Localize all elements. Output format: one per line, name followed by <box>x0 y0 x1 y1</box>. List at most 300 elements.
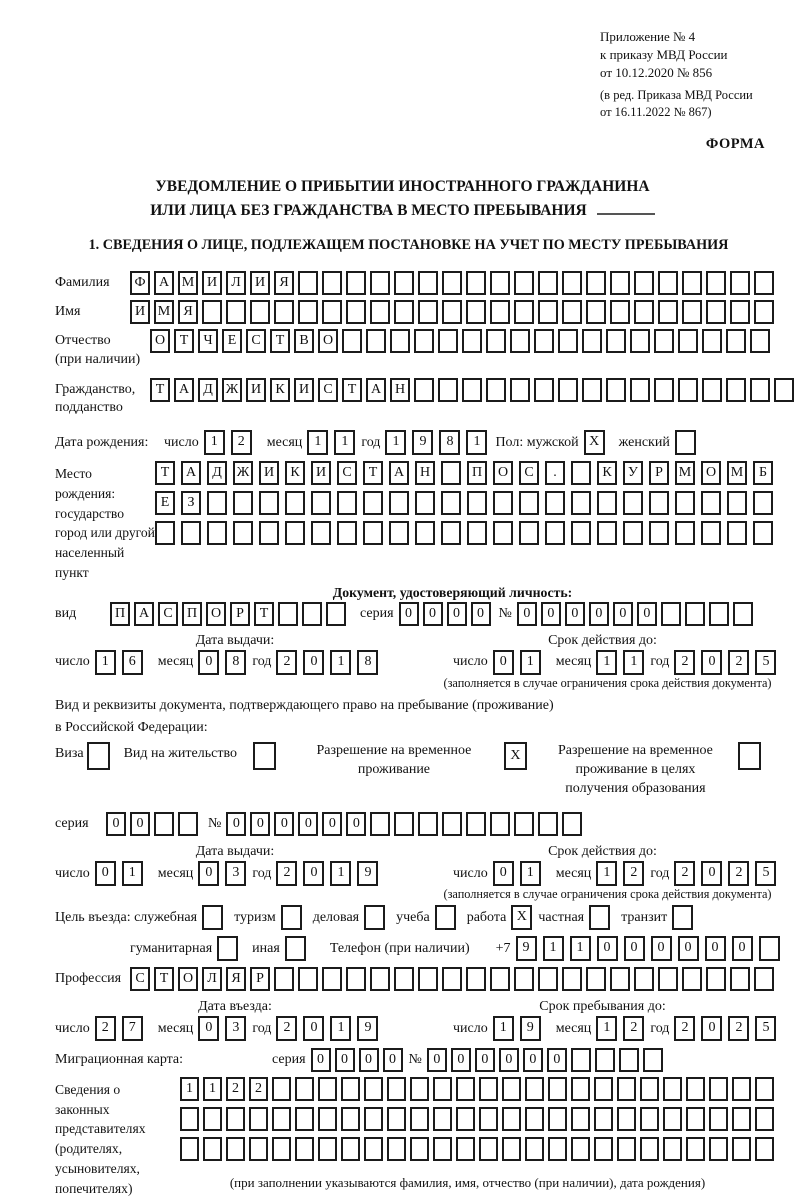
residence-permit-box[interactable] <box>253 742 276 770</box>
doc-kind-cell[interactable] <box>302 602 322 626</box>
permit-number-cell[interactable]: 0 <box>250 812 270 836</box>
permit-number-cell[interactable] <box>466 812 486 836</box>
permit-valid-day-cell[interactable]: 0 <box>493 861 514 886</box>
citizenship-cell[interactable] <box>726 378 746 402</box>
profession-cell[interactable] <box>274 967 294 991</box>
stay-year-cell[interactable]: 2 <box>728 1016 749 1041</box>
birth-place-cell[interactable] <box>337 491 357 515</box>
given-name-cell[interactable] <box>202 300 222 324</box>
profession-cell[interactable] <box>514 967 534 991</box>
doc-issue-year-cell[interactable]: 1 <box>330 650 351 675</box>
permit-number-cell[interactable] <box>370 812 390 836</box>
citizenship-cell[interactable]: И <box>246 378 266 402</box>
profession-cell[interactable] <box>370 967 390 991</box>
permit-valid-day-cell[interactable]: 1 <box>520 861 541 886</box>
representatives-cell[interactable] <box>755 1137 774 1161</box>
birth-place-cell[interactable] <box>545 491 565 515</box>
purpose-work-checkbox[interactable] <box>511 905 532 930</box>
representatives-cell[interactable]: 1 <box>203 1077 222 1101</box>
doc-series-cell[interactable]: 0 <box>447 602 467 626</box>
surname-cell[interactable] <box>394 271 414 295</box>
doc-issue-day-cell[interactable]: 1 <box>95 650 116 675</box>
patronymic-cell[interactable] <box>510 329 530 353</box>
representatives-cell[interactable] <box>617 1137 636 1161</box>
given-name-cell[interactable] <box>706 300 726 324</box>
representatives-cell[interactable] <box>640 1107 659 1131</box>
representatives-cell[interactable] <box>479 1107 498 1131</box>
profession-cell[interactable] <box>298 967 318 991</box>
migration-number-cell[interactable]: 0 <box>499 1048 519 1072</box>
representatives-cell[interactable] <box>732 1077 751 1101</box>
migration-series-cell[interactable]: 0 <box>311 1048 331 1072</box>
birth-place-cell[interactable] <box>259 521 279 545</box>
representatives-cell[interactable] <box>410 1107 429 1131</box>
surname-cell[interactable] <box>586 271 606 295</box>
given-name-cell[interactable] <box>682 300 702 324</box>
patronymic-cell[interactable] <box>534 329 554 353</box>
birth-place-cell[interactable] <box>441 521 461 545</box>
birth-place-cell[interactable] <box>415 491 435 515</box>
visa-box[interactable] <box>87 742 110 770</box>
doc-number-cell[interactable] <box>733 602 753 626</box>
purpose-private-box[interactable] <box>589 905 610 930</box>
birth-place-cell[interactable] <box>467 521 487 545</box>
citizenship-cell[interactable] <box>462 378 482 402</box>
birth-place-cell[interactable]: Н <box>415 461 435 485</box>
phone-cell[interactable]: 0 <box>597 936 618 961</box>
birth-place-cell[interactable] <box>701 491 721 515</box>
migration-number-cell[interactable] <box>595 1048 615 1072</box>
citizenship-cell[interactable] <box>414 378 434 402</box>
profession-cell[interactable] <box>538 967 558 991</box>
representatives-cell[interactable] <box>686 1077 705 1101</box>
citizenship-cell[interactable] <box>630 378 650 402</box>
birth-place-cell[interactable]: К <box>285 461 305 485</box>
profession-cell[interactable] <box>418 967 438 991</box>
profession-cell[interactable]: С <box>130 967 150 991</box>
representatives-cell[interactable] <box>709 1107 728 1131</box>
permit-number-cell[interactable] <box>394 812 414 836</box>
patronymic-cell[interactable]: Т <box>270 329 290 353</box>
representatives-cell[interactable] <box>341 1137 360 1161</box>
permit-series-cell[interactable]: 0 <box>106 812 126 836</box>
permit-number-cell[interactable] <box>490 812 510 836</box>
permit-number-cell[interactable] <box>514 812 534 836</box>
birth-place-cell[interactable]: И <box>311 461 331 485</box>
representatives-cell[interactable] <box>203 1137 222 1161</box>
permit-number-cell[interactable]: 0 <box>322 812 342 836</box>
phone-cell[interactable]: 0 <box>732 936 753 961</box>
representatives-cell[interactable] <box>203 1107 222 1131</box>
purpose-humanitarian-checkbox[interactable] <box>217 936 238 961</box>
permit-issue-year-cell[interactable]: 9 <box>357 861 378 886</box>
profession-cell[interactable] <box>346 967 366 991</box>
doc-number-cell[interactable]: 0 <box>541 602 561 626</box>
entry-day-cell[interactable]: 2 <box>95 1016 116 1041</box>
birth-place-cell[interactable] <box>155 521 175 545</box>
permit-series-cell[interactable] <box>178 812 198 836</box>
doc-kind-cell[interactable] <box>326 602 346 626</box>
given-name-cell[interactable] <box>634 300 654 324</box>
representatives-cell[interactable] <box>456 1077 475 1101</box>
permit-valid-year-cell[interactable]: 5 <box>755 861 776 886</box>
birth-place-cell[interactable]: Р <box>649 461 669 485</box>
permit-valid-year-cell[interactable]: 2 <box>728 861 749 886</box>
doc-kind-cell[interactable]: Р <box>230 602 250 626</box>
profession-cell[interactable] <box>634 967 654 991</box>
permit-valid-year-cell[interactable]: 2 <box>674 861 695 886</box>
citizenship-cell[interactable]: Т <box>342 378 362 402</box>
representatives-cell[interactable] <box>272 1137 291 1161</box>
residence-permit-checkbox[interactable] <box>253 742 276 770</box>
representatives-cell[interactable] <box>755 1107 774 1131</box>
representatives-cell[interactable] <box>663 1077 682 1101</box>
entry-day-cell[interactable]: 7 <box>122 1016 143 1041</box>
representatives-cell[interactable] <box>571 1107 590 1131</box>
patronymic-cell[interactable] <box>582 329 602 353</box>
birth-place-cell[interactable]: М <box>727 461 747 485</box>
representatives-cell[interactable] <box>525 1077 544 1101</box>
representatives-cell[interactable] <box>525 1137 544 1161</box>
permit-issue-day-cell[interactable]: 0 <box>95 861 116 886</box>
representatives-cell[interactable] <box>525 1107 544 1131</box>
profession-cell[interactable] <box>730 967 750 991</box>
representatives-cell[interactable] <box>594 1077 613 1101</box>
citizenship-cell[interactable]: А <box>366 378 386 402</box>
profession-cell[interactable] <box>490 967 510 991</box>
surname-cell[interactable]: И <box>202 271 222 295</box>
birth-place-cell[interactable] <box>285 491 305 515</box>
representatives-cell[interactable] <box>180 1107 199 1131</box>
representatives-cell[interactable] <box>226 1137 245 1161</box>
doc-series-cell[interactable]: 0 <box>471 602 491 626</box>
doc-number-cell[interactable]: 0 <box>613 602 633 626</box>
citizenship-cell[interactable]: Т <box>150 378 170 402</box>
migration-number-cell[interactable]: 0 <box>523 1048 543 1072</box>
birth-place-cell[interactable] <box>545 521 565 545</box>
representatives-cell[interactable] <box>410 1137 429 1161</box>
representatives-cell[interactable] <box>548 1137 567 1161</box>
patronymic-cell[interactable] <box>414 329 434 353</box>
birth-place-cell[interactable] <box>753 491 773 515</box>
birth-place-cell[interactable] <box>675 491 695 515</box>
representatives-cell[interactable] <box>364 1137 383 1161</box>
migration-number-cell[interactable]: 0 <box>475 1048 495 1072</box>
permit-issue-month-cell[interactable]: 0 <box>198 861 219 886</box>
representatives-cell[interactable] <box>755 1077 774 1101</box>
representatives-cell[interactable] <box>502 1137 521 1161</box>
surname-cell[interactable] <box>562 271 582 295</box>
permit-valid-year-cell[interactable]: 0 <box>701 861 722 886</box>
permit-issue-day-cell[interactable]: 1 <box>122 861 143 886</box>
representatives-cell[interactable] <box>548 1077 567 1101</box>
representatives-cell[interactable] <box>295 1077 314 1101</box>
surname-cell[interactable]: Ф <box>130 271 150 295</box>
representatives-cell[interactable] <box>180 1137 199 1161</box>
doc-valid-month-cell[interactable]: 1 <box>596 650 617 675</box>
permit-issue-month-cell[interactable]: 3 <box>225 861 246 886</box>
representatives-cell[interactable] <box>640 1077 659 1101</box>
birth-place-cell[interactable] <box>727 521 747 545</box>
phone-cell[interactable]: 9 <box>516 936 537 961</box>
birth-month-cell[interactable]: 1 <box>307 430 328 455</box>
birth-place-cell[interactable] <box>519 521 539 545</box>
phone-cell[interactable]: 1 <box>543 936 564 961</box>
entry-month-cell[interactable]: 3 <box>225 1016 246 1041</box>
stay-year-cell[interactable]: 5 <box>755 1016 776 1041</box>
given-name-cell[interactable] <box>250 300 270 324</box>
migration-series-cell[interactable]: 0 <box>383 1048 403 1072</box>
doc-issue-month-cell[interactable]: 0 <box>198 650 219 675</box>
doc-valid-year-cell[interactable]: 0 <box>701 650 722 675</box>
citizenship-cell[interactable]: С <box>318 378 338 402</box>
birth-place-cell[interactable] <box>285 521 305 545</box>
birth-year-cell[interactable]: 8 <box>439 430 460 455</box>
purpose-tourism-box[interactable] <box>281 905 302 930</box>
entry-year-cell[interactable]: 2 <box>276 1016 297 1041</box>
birth-place-cell[interactable] <box>519 491 539 515</box>
birth-place-cell[interactable] <box>311 521 331 545</box>
doc-issue-day-cell[interactable]: 6 <box>122 650 143 675</box>
migration-series-cell[interactable]: 0 <box>359 1048 379 1072</box>
migration-number-cell[interactable] <box>619 1048 639 1072</box>
purpose-study-box[interactable] <box>435 905 456 930</box>
profession-cell[interactable]: Р <box>250 967 270 991</box>
doc-kind-cell[interactable]: С <box>158 602 178 626</box>
purpose-business-box[interactable] <box>364 905 385 930</box>
profession-cell[interactable]: Л <box>202 967 222 991</box>
given-name-cell[interactable]: Я <box>178 300 198 324</box>
representatives-cell[interactable] <box>456 1107 475 1131</box>
doc-valid-day-cell[interactable]: 1 <box>520 650 541 675</box>
patronymic-cell[interactable]: В <box>294 329 314 353</box>
doc-valid-day-cell[interactable]: 0 <box>493 650 514 675</box>
doc-valid-month-cell[interactable]: 1 <box>623 650 644 675</box>
patronymic-cell[interactable]: Т <box>174 329 194 353</box>
patronymic-cell[interactable] <box>438 329 458 353</box>
citizenship-cell[interactable] <box>654 378 674 402</box>
doc-valid-year-cell[interactable]: 2 <box>728 650 749 675</box>
surname-cell[interactable]: И <box>250 271 270 295</box>
representatives-cell[interactable]: 2 <box>249 1077 268 1101</box>
given-name-cell[interactable] <box>730 300 750 324</box>
given-name-cell[interactable] <box>538 300 558 324</box>
patronymic-cell[interactable]: Е <box>222 329 242 353</box>
given-name-cell[interactable] <box>418 300 438 324</box>
doc-number-cell[interactable]: 0 <box>517 602 537 626</box>
doc-kind-cell[interactable]: П <box>182 602 202 626</box>
birth-place-cell[interactable] <box>233 521 253 545</box>
entry-year-cell[interactable]: 0 <box>303 1016 324 1041</box>
permit-issue-year-cell[interactable]: 0 <box>303 861 324 886</box>
representatives-cell[interactable] <box>732 1107 751 1131</box>
surname-cell[interactable] <box>370 271 390 295</box>
given-name-cell[interactable] <box>226 300 246 324</box>
birth-place-cell[interactable]: С <box>519 461 539 485</box>
permit-number-cell[interactable]: 0 <box>346 812 366 836</box>
profession-cell[interactable] <box>442 967 462 991</box>
birth-place-cell[interactable] <box>571 521 591 545</box>
permit-valid-month-cell[interactable]: 1 <box>596 861 617 886</box>
patronymic-cell[interactable] <box>678 329 698 353</box>
patronymic-cell[interactable] <box>366 329 386 353</box>
surname-cell[interactable] <box>706 271 726 295</box>
profession-cell[interactable] <box>394 967 414 991</box>
birth-place-cell[interactable] <box>597 491 617 515</box>
representatives-cell[interactable] <box>341 1107 360 1131</box>
birth-place-cell[interactable] <box>363 491 383 515</box>
doc-kind-cell[interactable]: О <box>206 602 226 626</box>
birth-place-cell[interactable]: П <box>467 461 487 485</box>
birth-place-cell[interactable]: О <box>701 461 721 485</box>
representatives-cell[interactable] <box>341 1077 360 1101</box>
phone-cell[interactable]: 0 <box>624 936 645 961</box>
birth-place-cell[interactable] <box>207 521 227 545</box>
representatives-cell[interactable] <box>295 1107 314 1131</box>
birth-day-cell[interactable]: 1 <box>204 430 225 455</box>
purpose-business-checkbox[interactable] <box>364 905 385 930</box>
patronymic-cell[interactable] <box>750 329 770 353</box>
doc-kind-cell[interactable]: А <box>134 602 154 626</box>
patronymic-cell[interactable]: О <box>318 329 338 353</box>
birth-place-cell[interactable]: У <box>623 461 643 485</box>
patronymic-cell[interactable]: Ч <box>198 329 218 353</box>
representatives-cell[interactable] <box>318 1107 337 1131</box>
given-name-cell[interactable] <box>562 300 582 324</box>
birth-place-cell[interactable]: Б <box>753 461 773 485</box>
patronymic-cell[interactable] <box>630 329 650 353</box>
surname-cell[interactable] <box>322 271 342 295</box>
representatives-cell[interactable] <box>594 1137 613 1161</box>
purpose-official-checkbox[interactable] <box>202 905 223 930</box>
representatives-cell[interactable] <box>663 1137 682 1161</box>
sex-male-box[interactable]: X <box>584 430 605 455</box>
representatives-cell[interactable] <box>272 1077 291 1101</box>
birth-place-cell[interactable] <box>623 491 643 515</box>
representatives-cell[interactable] <box>502 1077 521 1101</box>
representatives-cell[interactable] <box>686 1137 705 1161</box>
surname-cell[interactable] <box>658 271 678 295</box>
purpose-transit-box[interactable] <box>672 905 693 930</box>
birth-place-cell[interactable] <box>571 491 591 515</box>
citizenship-cell[interactable] <box>534 378 554 402</box>
doc-valid-year-cell[interactable]: 5 <box>755 650 776 675</box>
doc-issue-month-cell[interactable]: 8 <box>225 650 246 675</box>
given-name-cell[interactable] <box>658 300 678 324</box>
citizenship-cell[interactable] <box>750 378 770 402</box>
purpose-work-box[interactable]: X <box>511 905 532 930</box>
surname-cell[interactable] <box>298 271 318 295</box>
surname-cell[interactable] <box>490 271 510 295</box>
birth-place-cell[interactable]: О <box>493 461 513 485</box>
representatives-cell[interactable] <box>433 1107 452 1131</box>
representatives-cell[interactable] <box>364 1107 383 1131</box>
doc-number-cell[interactable] <box>661 602 681 626</box>
patronymic-cell[interactable] <box>726 329 746 353</box>
entry-year-cell[interactable]: 9 <box>357 1016 378 1041</box>
profession-cell[interactable] <box>658 967 678 991</box>
given-name-cell[interactable] <box>466 300 486 324</box>
birth-place-cell[interactable]: З <box>181 491 201 515</box>
migration-number-cell[interactable] <box>643 1048 663 1072</box>
birth-day-cell[interactable]: 2 <box>231 430 252 455</box>
citizenship-cell[interactable]: Д <box>198 378 218 402</box>
representatives-cell[interactable] <box>364 1077 383 1101</box>
profession-cell[interactable] <box>754 967 774 991</box>
doc-number-cell[interactable]: 0 <box>565 602 585 626</box>
birth-place-cell[interactable]: Е <box>155 491 175 515</box>
doc-issue-year-cell[interactable]: 0 <box>303 650 324 675</box>
given-name-cell[interactable] <box>442 300 462 324</box>
purpose-other-box[interactable] <box>285 936 306 961</box>
representatives-cell[interactable] <box>617 1107 636 1131</box>
doc-kind-cell[interactable] <box>278 602 298 626</box>
citizenship-cell[interactable] <box>702 378 722 402</box>
surname-cell[interactable] <box>442 271 462 295</box>
birth-place-cell[interactable] <box>415 521 435 545</box>
migration-number-cell[interactable]: 0 <box>451 1048 471 1072</box>
representatives-cell[interactable] <box>295 1137 314 1161</box>
birth-place-cell[interactable] <box>207 491 227 515</box>
profession-cell[interactable] <box>562 967 582 991</box>
birth-place-cell[interactable]: А <box>181 461 201 485</box>
representatives-cell[interactable] <box>617 1077 636 1101</box>
visa-checkbox[interactable] <box>87 742 110 770</box>
stay-year-cell[interactable]: 0 <box>701 1016 722 1041</box>
migration-number-cell[interactable]: 0 <box>427 1048 447 1072</box>
patronymic-cell[interactable] <box>606 329 626 353</box>
doc-issue-year-cell[interactable]: 8 <box>357 650 378 675</box>
citizenship-cell[interactable] <box>774 378 794 402</box>
representatives-cell[interactable] <box>571 1137 590 1161</box>
given-name-cell[interactable] <box>514 300 534 324</box>
doc-number-cell[interactable]: 0 <box>637 602 657 626</box>
representatives-cell[interactable] <box>594 1107 613 1131</box>
representatives-cell[interactable] <box>709 1137 728 1161</box>
representatives-cell[interactable] <box>686 1107 705 1131</box>
representatives-cell[interactable] <box>387 1107 406 1131</box>
purpose-tourism-checkbox[interactable] <box>281 905 302 930</box>
patronymic-cell[interactable] <box>702 329 722 353</box>
representatives-cell[interactable] <box>709 1077 728 1101</box>
permit-series-cell[interactable]: 0 <box>130 812 150 836</box>
citizenship-cell[interactable]: Н <box>390 378 410 402</box>
birth-year-cell[interactable]: 1 <box>385 430 406 455</box>
birth-place-cell[interactable] <box>259 491 279 515</box>
representatives-cell[interactable] <box>387 1137 406 1161</box>
birth-place-cell[interactable]: К <box>597 461 617 485</box>
representatives-cell[interactable] <box>479 1137 498 1161</box>
citizenship-cell[interactable]: И <box>294 378 314 402</box>
representatives-cell[interactable] <box>502 1107 521 1131</box>
given-name-cell[interactable]: М <box>154 300 174 324</box>
surname-cell[interactable] <box>730 271 750 295</box>
representatives-cell[interactable] <box>571 1077 590 1101</box>
birth-place-cell[interactable]: Ж <box>233 461 253 485</box>
temp-permit-checkbox[interactable] <box>504 742 527 770</box>
representatives-cell[interactable] <box>387 1077 406 1101</box>
given-name-cell[interactable] <box>274 300 294 324</box>
doc-number-cell[interactable] <box>709 602 729 626</box>
stay-month-cell[interactable]: 2 <box>623 1016 644 1041</box>
doc-number-cell[interactable]: 0 <box>589 602 609 626</box>
temp-permit-edu-box[interactable] <box>738 742 761 770</box>
patronymic-cell[interactable] <box>462 329 482 353</box>
surname-cell[interactable]: М <box>178 271 198 295</box>
surname-cell[interactable]: Я <box>274 271 294 295</box>
birth-place-cell[interactable]: Т <box>363 461 383 485</box>
entry-year-cell[interactable]: 1 <box>330 1016 351 1041</box>
